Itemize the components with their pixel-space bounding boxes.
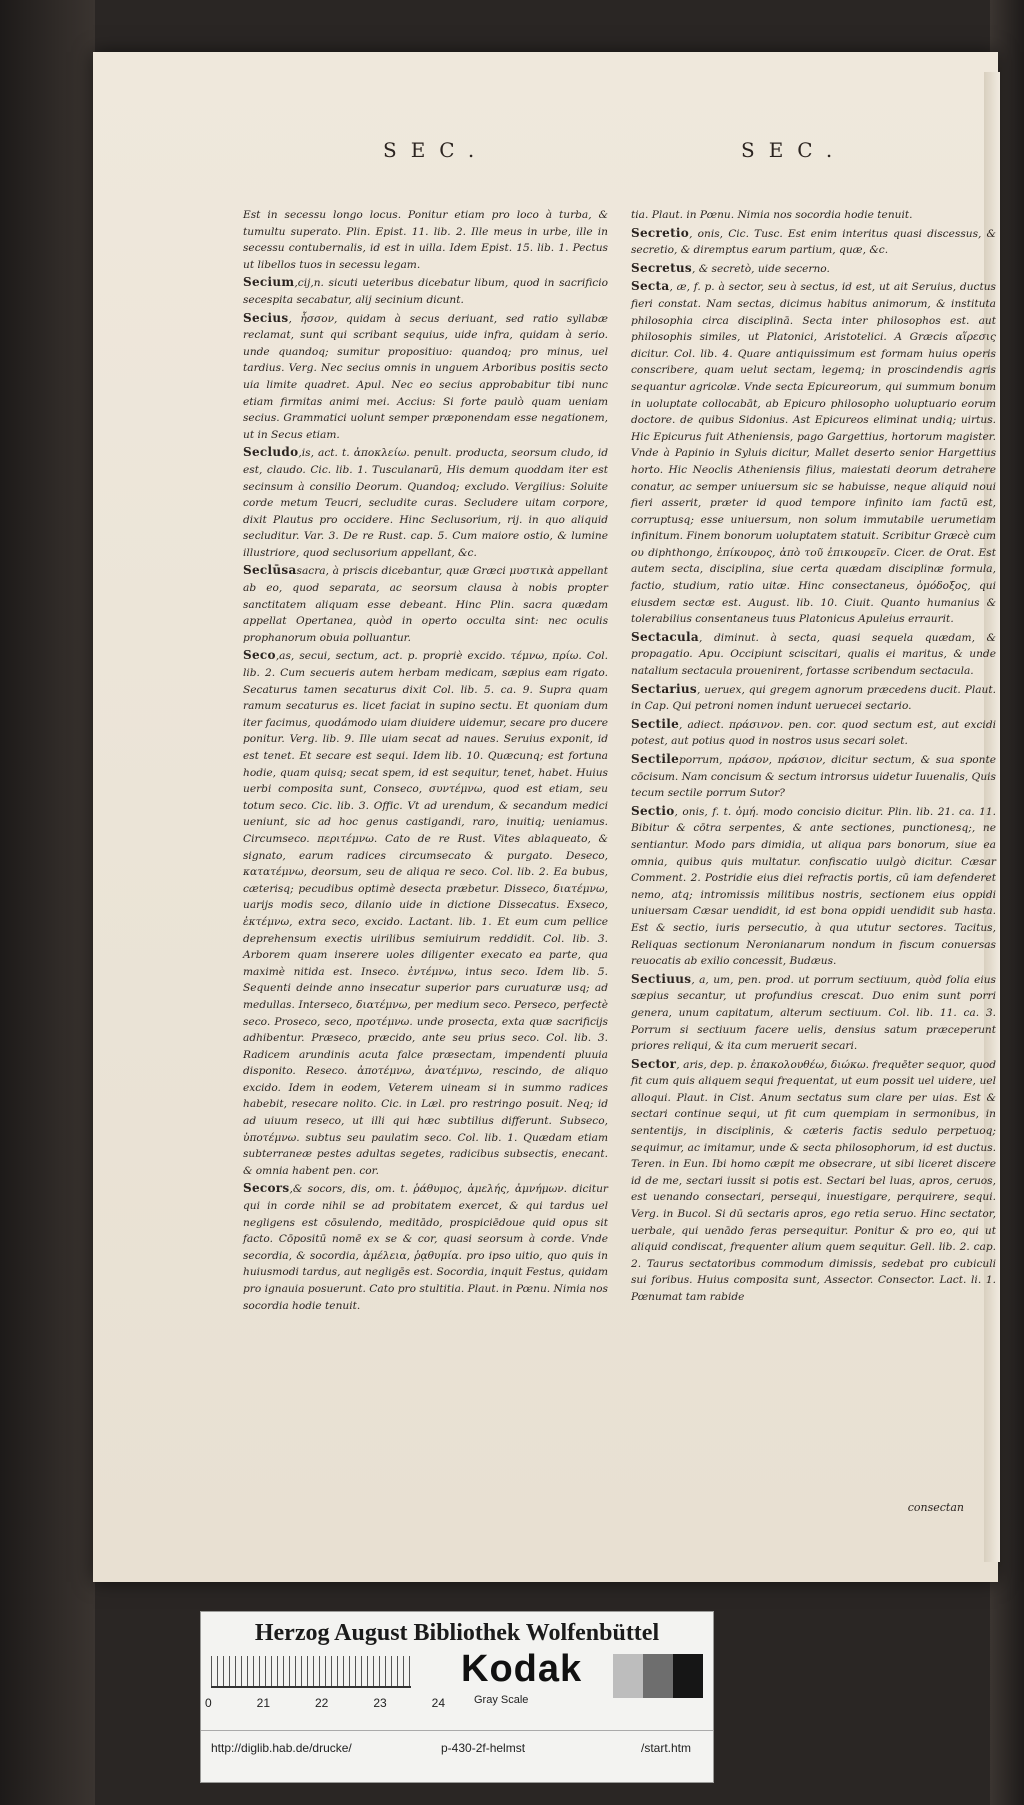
url-link[interactable]: http://diglib.hab.de/drucke/ bbox=[211, 1741, 352, 1755]
ruler-number: 21 bbox=[256, 1696, 271, 1710]
entry-text: , adiect. πράσινον. pen. cor. quod sectum est, aut excidi potest, aut potius quod in nostros usus secari solet. bbox=[631, 718, 996, 748]
ruler bbox=[211, 1656, 411, 1688]
book-gutter-left bbox=[0, 0, 95, 1805]
dictionary-entry bbox=[243, 444, 608, 561]
running-head-left: SEC. bbox=[383, 138, 489, 162]
gray-patch-dark bbox=[673, 1654, 703, 1698]
entry-headword: Sector bbox=[631, 1056, 677, 1071]
entry-text: ,as, secui, sectum, act. p. propriè excido. τέμνω, πρίω. Col. lib. 2. Cum secueris autem herbam medicam, sæpius eam rigato. Secaturus tamen secaturus dixit Col. lib. 5. ca. 9. Supra quam ramum secaturus es. licet faciat in supino sectu. Et quoniam dum iter facimus, quodámodo uiam diuidere uidemur, secare pro ducere ponitur. Verg. lib. 9. Ille uiam secat ad naues. Seruius exponit, id est tenet. Et secare est sequi. Idem lib. 10. Quæcunq; est fortuna hodie, quam quisq; secat spem, id est sequitur, tenet, habet. Huius uerbi composita sunt, Conseco, συντέμνω, quod est etiam, seu totum seco. Cic. lib. 3. Offic. Vt ad urendum, & secandum medici ueniunt, sic ad hoc genus castigandi, raro, inuitiq; ueniamus. Circumseco. περιτέμνω. Cato de re Rust. Vites ablaqueato, & signato, earum radices circumsecato & purgato. Deseco, κατατέμνω, deorsum, seu de aliqua re seco. Col. lib. 2. Ea bubus, cæterisq; pecudibus optimè desecta præbetur. Disseco, διατέμνω, uarijs modis seco, dilanio uide in dictione Dissecatus. Exseco, ἐκτέμνω, extra seco, excido. Lactant. lib. 1. Et eum cum pellice deprehensum exectis uirilibus semiuirum reddidit. Col. lib. 3. Arborem quam inserere uoles diligenter execato ea parte, qua maximè nitida est. Inseco. ἐντέμνω, intus seco. Idem lib. 5. Sequenti deinde anno insecatur superior pars curuaturæ usq; ad medullas. Interseco, διατέμνω, per medium seco. Perseco, perfectè seco. Proseco, seco, προτέμνω. unde prosecta, exta quæ sacrificijs adhibentur. Præseco, præcido, ante seu prius seco. Col. lib. 3. Radicem arundinis acuta falce præsectam, impendenti pluuia disponito. Reseco. ἀποτέμνω, ἀνατέμνω, rescindo, de aliquo excido. Idem in eodem, Veterem uineam si in summo radices habebit, resecare nolito. Cic. in Læl. pro restringo posuit. Neq; id ad uiuum reseco, ut illi qui hæc subtilius differunt. Subseco, ὑποτέμνω. subtus seu paulatim seco. Col. lib. 1. Quædam etiam subterraneæ pestes adultas segetes, radicibus subsectis, enecant. & omnia habent pen. cor. bbox=[243, 650, 608, 1177]
entry-text: , & secretò, uide secerno. bbox=[692, 262, 830, 275]
entry-headword: Secludo bbox=[243, 445, 299, 460]
entry-headword: Sectacula bbox=[631, 629, 699, 644]
entry-text: , a, um, pen. prod. ut porrum sectiuum, quòd folia eius sæpius secantur, ut profundius crescat. Duo enim sunt porri genera, unum capitatum, alterum sectiuum. Col. lib. 11. ca. 3. Porrum si sectiuum facere uelis, densius satum præceperunt priores reliqui, & ita cum meruerit secari. bbox=[631, 973, 996, 1053]
entry-text: tia. Plaut. in Pœnu. Nimia nos socordia hodie tenuit. bbox=[631, 209, 913, 221]
ruler-numbers bbox=[205, 1696, 445, 1710]
entry-headword: Secius bbox=[243, 310, 289, 325]
right-column bbox=[631, 207, 996, 1307]
entry-text: porrum, πράσον, πράσιον, dicitur sectum, & sua sponte cōcisum. Nam concisum & sectum introrsus uidetur Iuuenalis, Quis tecum sectile porrum Sutor? bbox=[631, 754, 996, 800]
ruler-number: 24 bbox=[431, 1696, 445, 1710]
dictionary-entry bbox=[243, 1180, 608, 1314]
entry-headword: Secretio bbox=[631, 225, 690, 240]
library-name: Herzog August Bibliothek Wolfenbüttel bbox=[254, 1620, 660, 1646]
dictionary-entry bbox=[631, 751, 996, 802]
entry-headword: Sectarius bbox=[631, 681, 697, 696]
entry-headword: Sectile bbox=[631, 716, 680, 731]
entry-headword: Sectile bbox=[631, 752, 680, 766]
gray-patch-mid bbox=[643, 1654, 673, 1698]
dictionary-entry bbox=[631, 207, 996, 224]
ruler-number: 23 bbox=[373, 1696, 387, 1710]
entry-headword: Sectiuus bbox=[631, 971, 692, 986]
running-head-right: SEC. bbox=[741, 138, 847, 162]
dictionary-entry bbox=[631, 629, 996, 680]
dictionary-entry bbox=[631, 225, 996, 259]
entry-headword: Sectio bbox=[631, 803, 675, 818]
signature-label: p-430-2f-helmst bbox=[441, 1741, 526, 1755]
library-target-strip bbox=[200, 1611, 714, 1783]
book-page bbox=[93, 52, 998, 1582]
entry-text: ,& socors, dis, om. t. ῥάθυμος, ἀμελής, ἀμνήμων. dicitur qui in corde nihil se ad probitatem exercet, & qui tardus uel negligens est cōsulendo, meditādo, prospiciēdoue quid opus sit facto. Cōpositū nomē ex se & cor, quasi seorsum à corde. Vnde secordia, & socordia, ἀμέλεια, ῥᾳθυμία. pro ipso uitio, quo quis in huiusmodi tardus, aut negligēs est. Socordia, inquit Festus, quidam pro ignauia posuerunt. Cato pro stultitia. Plaut. in Pœnu. Nimia nos socordia hodie tenuit. bbox=[243, 1183, 608, 1312]
entry-text: , ueruex, qui gregem agnorum præcedens ducit. Plaut. in Cap. Qui petroni nomen indunt ueruecei sectario. bbox=[631, 683, 996, 713]
kodak-logo: Kodak bbox=[461, 1648, 583, 1690]
entry-headword: Secors bbox=[243, 1181, 290, 1196]
entry-text: sacra, à priscis dicebantur, quæ Græci μυστικὰ appellant ab eo, quod separata, ac seorsum clausa à nobis propter sanctitatem aliquam esse debeant. Hinc Plin. sacra quædam appellat Opertanea, quòd in operto occulta sint: nec oculis prophanorum obuia polluantur. bbox=[243, 565, 608, 644]
entry-headword: Secium bbox=[243, 275, 295, 290]
entry-text: , onis, f. t. ὁμή. modo concisio dicitur. Plin. lib. 21. ca. 11. Bibitur & cōtra serpentes, & ante sectiones, punctionesq;, ne sentiantur. Modo pars dimidia, ut aliqua pars bonorum, siue ea omnia, quibus quis multatur. confiscatio uulgò dicitur. Cæsar Comment. 2. Postridie eius diei refractis portis, cū iam defenderet nemo, atq; intromissis militibus nostris, sectionem eius oppidi uniuersam Cæsar uendidit, id est bona oppidi uendidit sub hasta. Est & sectio, iuris persecutio, à qua ututur sectores. Tacitus, Reliquas sectionum Neronianarum nondum in fiscum conuersas reuocatis ab exilio concessit, Budæus. bbox=[631, 805, 996, 968]
ruler-number: 22 bbox=[314, 1696, 329, 1710]
dictionary-entry bbox=[631, 278, 996, 627]
dictionary-entry bbox=[631, 971, 996, 1055]
entry-text: , æ, f. p. à sector, seu à sectus, id est, ut ait Seruius, ductus fieri constat. Nam sectas, dicimus habitus animorum, & instituta philosophia circa disciplinā. Secta inter philosophos est. aut philosophis similes, ut Platonici, Aristotelici. A Græcis αἵρεσις dicitur. Col. lib. 4. Quare antiquissimum est formam huius operis conscribere, quam uelut sectam, legemq; in proscindendis agris sequantur agricolæ. Vnde secta Epicureorum, qui summum bonum in uoluptate collocabāt, ab Epicuro philosopho uoluptuario eorum doctore. de quibus Sidonius. Ast Epicureos eliminat undiq; uirtus. Hic Epicurus fuit Atheniensis, pago Gargettius, hortorum magister. Vnde à Papinio in Syluis dicitur, Mallet deserto senior Hargettius horto. Hic Neoclis Atheniensis filius, maiestati deorum detrahere conatur, ac semper uniuersum sic se habuisse, neque aliquid noui fieri asserit, præter id quod tempore infinito iam factū est, corruptusq; esse uniuersum, non solum immutabile uerumetiam infinitum. Finem bonorum uoluptatem statuit. Scribitur Græcè cum ου diphthongo, ἐπίκουρος, ἀπὸ τοῦ ἐπικουρεῖν. Cicer. de Orat. Est autem secta, disciplina, siue certa quædam disciplinæ formula, factio, studium, ratio uitæ. Hinc consectaneus, ὁμόδοξος, qui eiusdem sectæ est. August. lib. 10. Ciuit. Quanto humanius & tolerabilius consentaneus tuus Platonicus Apuleius erraurit. bbox=[631, 281, 996, 626]
gray-patch-light bbox=[613, 1654, 643, 1698]
ruler-number: 0 bbox=[205, 1696, 212, 1710]
dictionary-entry bbox=[631, 681, 996, 715]
dictionary-entry bbox=[631, 260, 996, 278]
dictionary-entry bbox=[243, 310, 608, 444]
start-link[interactable]: /start.htm bbox=[641, 1741, 692, 1755]
entry-text: ,cij,n. sicuti ueteribus dicebatur libum, quod in sacrificio secespita secabatur, alij secinium dicunt. bbox=[243, 277, 608, 306]
left-column bbox=[243, 207, 608, 1315]
gray-scale-label: Gray Scale bbox=[474, 1694, 529, 1706]
dictionary-entry bbox=[243, 274, 608, 308]
dictionary-entry bbox=[243, 647, 608, 1179]
entry-text: ,is, act. t. ἀποκλείω. penult. producta, seorsum cludo, id est, claudo. Cic. lib. 1. Tusculanarū, His demum quoddam iter est secinsum à consilio Deorum. Quandoq; excludo. Vergilius: Soluite corde metum Teucri, secludite curas. Secludere uitam corpore, dixit Plautus pro occidere. Hinc Seclusorium, rij. in quo aliquid secluditur. Var. 3. De re Rust. cap. 5. Cum maiore ostio, & lumine illustriore, quod seclusorium appellant, &c. bbox=[243, 447, 608, 559]
catchword: consectan bbox=[907, 1501, 964, 1514]
entry-headword: Secretus bbox=[631, 260, 692, 275]
dictionary-entry bbox=[243, 207, 608, 273]
dictionary-entry bbox=[631, 1056, 996, 1306]
url-bar bbox=[201, 1730, 713, 1763]
dictionary-entry bbox=[631, 716, 996, 750]
entry-text: Est in secessu longo locus. Ponitur etiam pro loco à turba, & tumultu superato. Plin. Epist. 11. lib. 2. Ille meus in urbe, ille in secessu contubernalis, id est in uilla. Idem Epist. 15. lib. 1. Pectus ut libellos tuos in secessu legam. bbox=[243, 209, 608, 271]
dictionary-entry bbox=[243, 562, 608, 646]
entry-headword: Seclūsa bbox=[243, 563, 297, 578]
entry-text: , ἧσσον, quidam à secus deriuant, sed ratio syllabæ reclamat, sunt qui scribant sequius, uide infra, quidam à serio. unde quandoq; sumitur propositiuo: quandoq; pro minus, uel tardius. Verg. Nec secius omnis in unguem Arboribus positis secto uia limite quadret. Apul. Nec eo secius approbabitur tibi nunc etiam firmitas animi mei. Accius: Si forte paulò quam ueniam secius. Grammatici uolunt semper præponendam esse negationem, ut in Secus etiam. bbox=[243, 312, 608, 441]
entry-text: , aris, dep. p. ἐπακολουθέω, διώκω. frequēter sequor, quod fit cum quis aliquem sequi frequentat, ut eum possit uel uidere, uel alloqui. Plaut. in Cist. Anum sectatus sum clare per uias. Est & sectari continue sequi, ut fit cum quempiam in sermonibus, in sententijs, in disciplinis, & cæteris factis sedulo perpetuoq; sequimur, ac imitamur, unde & secta philosophorum, id est ductus. Teren. in Eun. Ibi homo cæpit me obsecrare, ut sibi liceret discere id de me, sectari iussit si potis est. Sectari bel luas, apros, ceruos, est uenando consectari, persequi, inuestigare, perquirere, sequi. Verg. in Bucol. Si dū sectaris apros, ego retia seruo. Hinc sectator, uerbale, qui uenādo feras persequitur. Ponitur & pro eo, qui ut aliquid condiscat, frequenter alium quem sequitur. Gell. lib. 2. cap. 2. Taurus sectatoribus commodum dimissis, sedebat pro cubiculi sui foribus. Huius composita sunt, Assector. Consector. Lact. li. 1. Pœnumat tam rabide bbox=[631, 1058, 996, 1303]
dictionary-entry bbox=[631, 803, 996, 970]
entry-headword: Seco bbox=[243, 648, 276, 663]
entry-headword: Secta bbox=[631, 279, 670, 294]
entry-text: , onis, Cic. Tusc. Est enim interitus quasi discessus, & secretio, & diremptus earum partium, quæ, &c. bbox=[631, 227, 996, 257]
entry-text: , diminut. à secta, quasi sequela quædam, & propagatio. Apu. Occipiunt sciscitari, qualis ei maritus, & unde natalium sectacula prouenirent, fortasse scribendum sectacula. bbox=[631, 631, 996, 678]
